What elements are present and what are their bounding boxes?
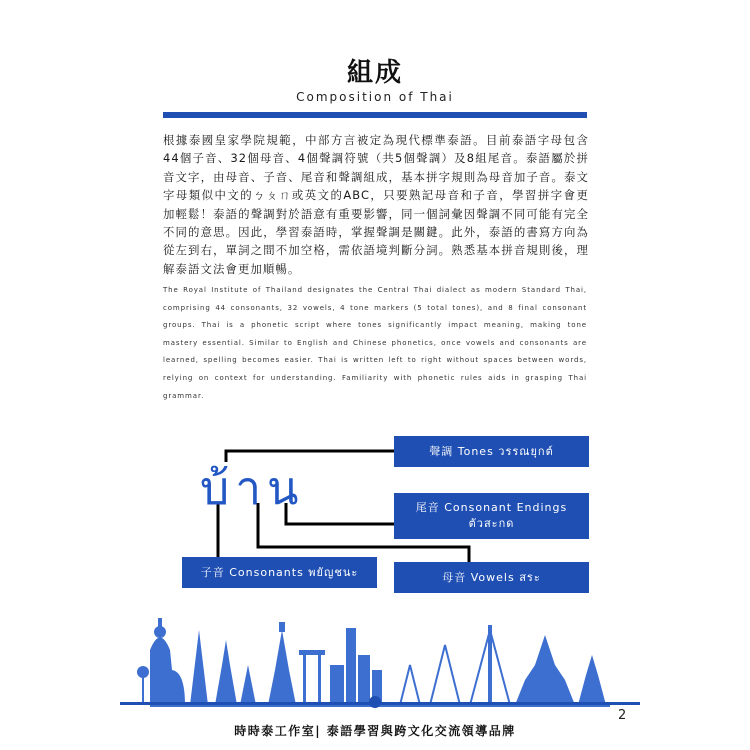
thai-example-word: บ้าน (200, 461, 305, 515)
consonants-label-box (182, 557, 377, 588)
tones-label-box (394, 436, 589, 467)
vowels-label: 母音 Vowels สระ (442, 570, 541, 584)
vowels-label-box (394, 562, 589, 593)
consonants-label: 子音 Consonants พยัญชนะ (200, 565, 359, 579)
english-paragraph: The Royal Institute of Thailand designates the Central Thai dialect as modern Standard Thai, comprising 44 consonants, 32 vowels, 4 tone markers (5 total tones), and 8 final consonant groups. Thai is a phonetic script where tones significantly impact meaning, making tone mastery essential. Similar to English and Chinese phonetics, once vowels and consonants are learned, spelling becomes easier. Thai is written left to right without spaces between words, relying on context for understanding. Familiarity with phonetic rules aids in grasping Thai grammar. (163, 286, 587, 400)
endings-thai-label: ตัวสะกด (468, 517, 515, 530)
footer-brand: 時時泰工作室| 泰語學習與跨文化交流領導品牌 (234, 724, 516, 738)
page-title: 組成 (346, 58, 403, 88)
bangkok-skyline-illustration (0, 610, 750, 710)
tones-label: 聲調 Tones วรรณยุกต์ (429, 444, 554, 458)
page-number: 2 (618, 708, 627, 723)
chinese-paragraph: 根據泰國皇家學院規範，中部方言被定為現代標準泰語。目前泰語字母包含44個子音、32個母音、4個聲調符號（共5個聲調）及8組尾音。泰語屬於拼音文字，由母音、子音、尾音和聲調組成，基本拼字規則為母音加子音。泰文字母類似中文的ㄅㄆㄇ或英文的ABC，只要熟記母音和子音，學習拼字會更加輕鬆！泰語的聲調對於語意有重要影響，同一個詞彙因聲調不同可能有完全不同的意思。因此，學習泰語時，掌握聲調是關鍵。此外，泰語的書寫方向為從左到右，單詞之間不加空格，需依語境判斷分詞。熟悉基本拼音規則後，理解泰語文法會更加順暢。 (163, 133, 589, 276)
page-subtitle: Composition of Thai (296, 90, 454, 104)
endings-label: 尾音 Consonant Endings (415, 501, 568, 514)
endings-label-box (394, 493, 589, 539)
